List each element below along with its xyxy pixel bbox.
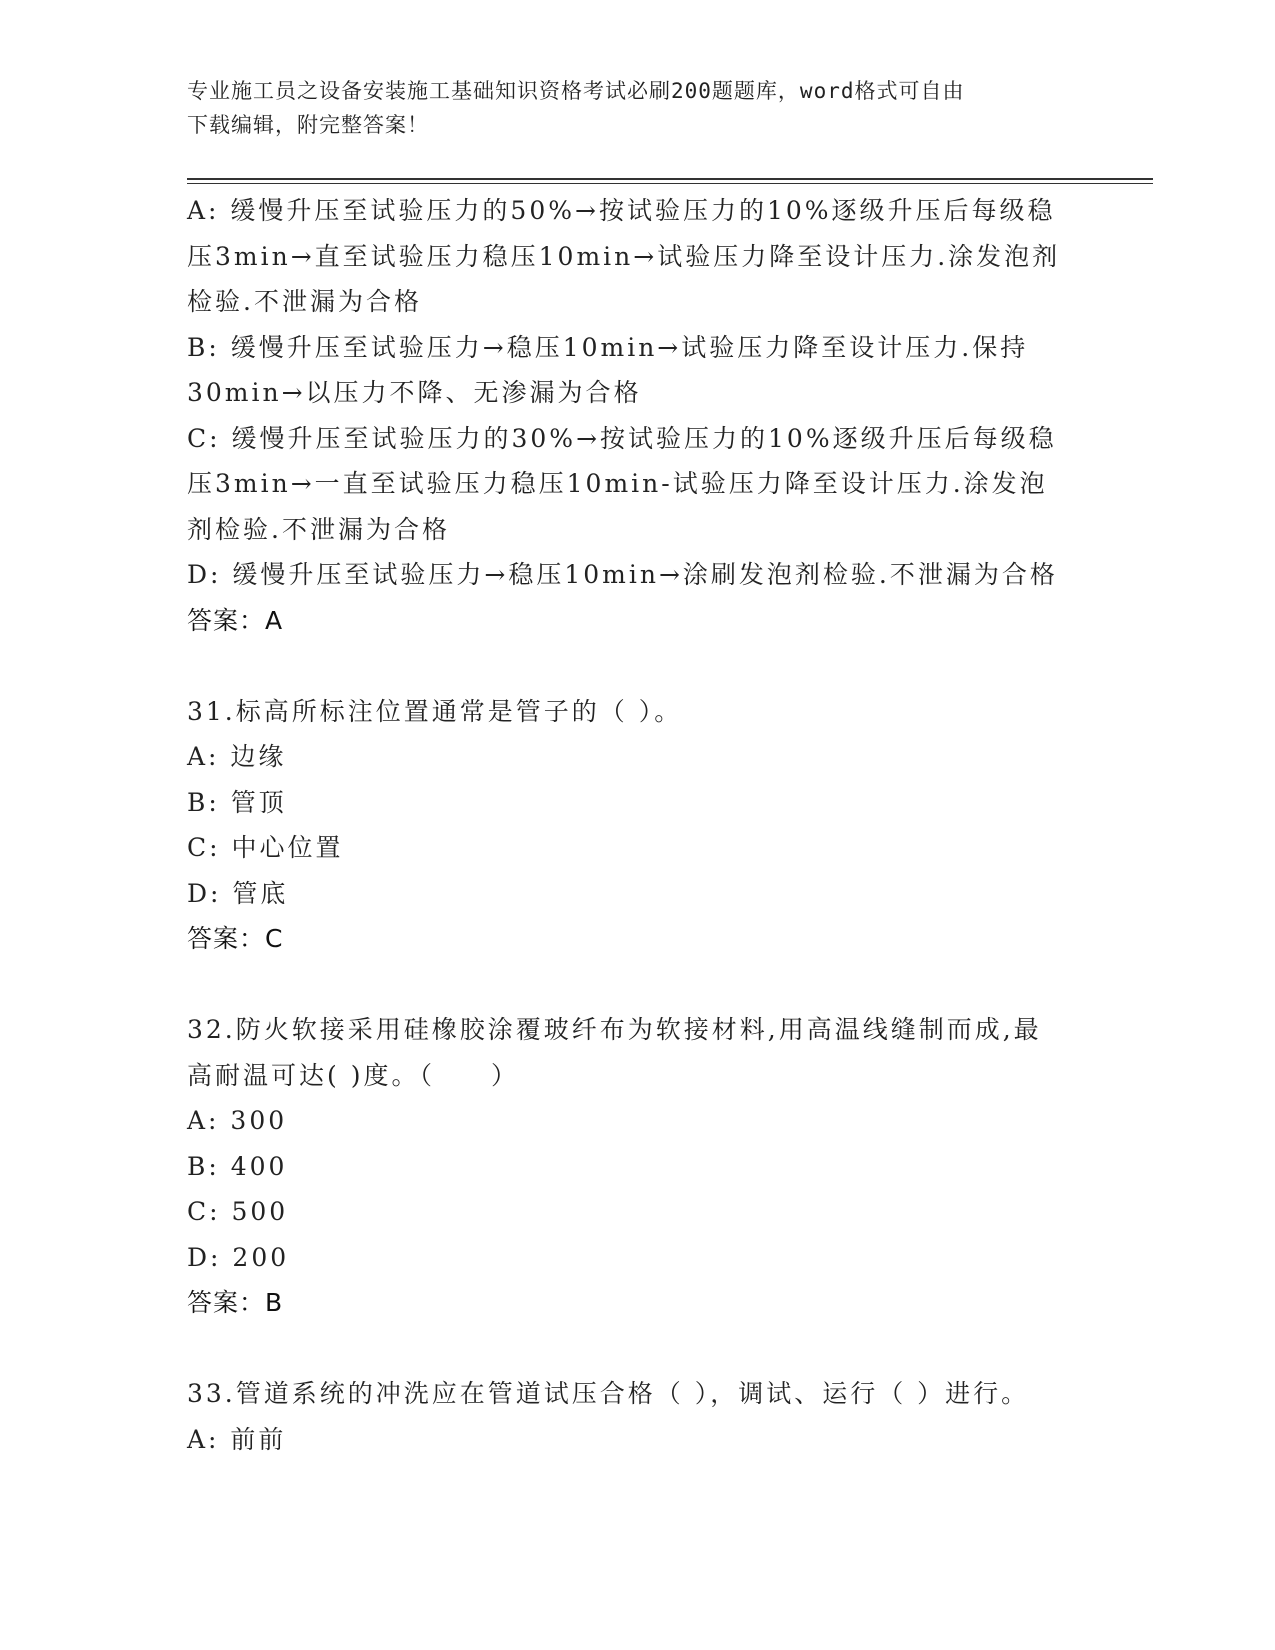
- q30-option-c-line-1: C: 缓慢升压至试验压力的30%→按试验压力的10%逐级升压后每级稳: [187, 423, 1057, 453]
- q32-option-b: B: 400: [187, 1151, 288, 1181]
- q30-option-c-line-2: 压3min→一直至试验压力稳压10min-试验压力降至设计压力.涂发泡: [187, 469, 1048, 498]
- q32-option-d: D: 200: [187, 1242, 290, 1272]
- question-spacer: [187, 643, 1087, 689]
- q30-option-a-line-3: 检验.不泄漏为合格: [187, 287, 422, 316]
- q33-stem: 33.管道系统的冲洗应在管道试压合格（ ），调试、运行（ ）进行。: [187, 1379, 1030, 1408]
- question-list: [187, 188, 1087, 1462]
- q32-stem-line-1: 32.防火软接采用硅橡胶涂覆玻纤布为软接材料,用高温线缝制而成,最: [187, 1015, 1042, 1044]
- q30-option-a-line-2: 压3min→直至试验压力稳压10min→试验压力降至设计压力.涂发泡剂: [187, 241, 1061, 271]
- q30-option-a-line-1: A: 缓慢升压至试验压力的50%→按试验压力的10%逐级升压后每级稳: [187, 196, 1056, 225]
- q30-option-c-line-3: 剂检验.不泄漏为合格: [187, 514, 450, 544]
- question-33: [187, 1371, 1087, 1462]
- q30-answer: 答案：A: [187, 605, 284, 635]
- q31-answer: 答案：C: [187, 924, 284, 953]
- document-header: [187, 74, 1087, 142]
- q31-option-a: A: 边缘: [187, 742, 287, 771]
- q30-option-b-line-1: B: 缓慢升压至试验压力→稳压10min→试验压力降至设计压力.保持: [187, 332, 1029, 362]
- header-line-1: 专业施工员之设备安装施工基础知识资格考试必刷200题题库，word格式可自由: [187, 79, 965, 103]
- header-line-2: 下载编辑，附完整答案！: [187, 113, 429, 137]
- q32-answer: 答案：B: [187, 1288, 284, 1317]
- q31-option-d: D: 管底: [187, 878, 289, 908]
- q31-stem: 31.标高所标注位置通常是管子的（ ）。: [187, 696, 683, 726]
- q30-option-b-line-2: 30min→以压力不降、无渗漏为合格: [187, 378, 642, 407]
- header-divider-thick: [187, 178, 1153, 180]
- q31-option-b: B: 管顶: [187, 787, 287, 817]
- q30-option-d: D: 缓慢升压至试验压力→稳压10min→涂刷发泡剂检验.不泄漏为合格: [187, 560, 1058, 589]
- question-spacer: [187, 962, 1087, 1008]
- header-divider-thin: [187, 183, 1153, 184]
- q33-option-a: A: 前前: [187, 1424, 287, 1454]
- q31-option-c: C: 中心位置: [187, 833, 344, 862]
- question-31: [187, 689, 1087, 962]
- q32-stem-line-2: 高耐温可达( )度。（ ）: [187, 1060, 519, 1090]
- question-30: [187, 188, 1087, 643]
- question-spacer: [187, 1326, 1087, 1372]
- q32-option-c: C: 500: [187, 1197, 289, 1226]
- question-32: [187, 1007, 1087, 1326]
- q32-option-a: A: 300: [187, 1106, 288, 1135]
